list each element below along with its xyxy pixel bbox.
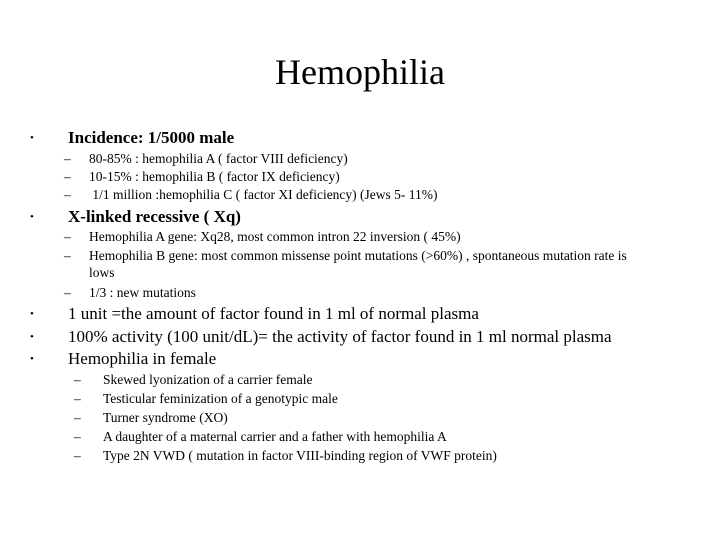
dash-icon: – xyxy=(64,169,71,184)
sub-item-text: Turner syndrome (XO) xyxy=(103,410,228,425)
dash-icon: – xyxy=(64,248,71,263)
bullet-text: 100% activity (100 unit/dL)= the activity of factor found in 1 ml normal plasma xyxy=(68,327,612,346)
sub-item-text: Testicular feminization of a genotypic male xyxy=(103,391,338,406)
dash-icon: – xyxy=(64,229,71,244)
dash-icon: – xyxy=(74,391,81,406)
bullet-icon: • xyxy=(30,331,34,343)
sub-item-text: 10-15% : hemophilia B ( factor IX deficiency) xyxy=(89,169,340,184)
dash-icon: – xyxy=(74,372,81,387)
bullet-text: Hemophilia in female xyxy=(68,349,217,368)
sub-item-text: Type 2N VWD ( mutation in factor VIII-binding region of VWF protein) xyxy=(103,448,497,463)
bullet-icon: • xyxy=(30,211,34,223)
sub-item-text: A daughter of a maternal carrier and a father with hemophilia A xyxy=(103,429,447,444)
dash-icon: – xyxy=(64,187,71,202)
bullet-icon: • xyxy=(30,132,34,144)
dash-icon: – xyxy=(74,448,81,463)
bullet-text: 1 unit =the amount of factor found in 1 ml of normal plasma xyxy=(68,304,479,323)
sub-item-text: Hemophilia A gene: Xq28, most common intron 22 inversion ( 45%) xyxy=(89,229,461,244)
dash-icon: – xyxy=(64,151,71,166)
dash-icon: – xyxy=(64,285,71,300)
sub-item-text: Hemophilia B gene: most common missense point mutations (>60%) , spontaneous mutation rate is lows xyxy=(89,248,627,280)
slide-title: Hemophilia xyxy=(275,52,445,92)
bullet-text: Incidence: 1/5000 male xyxy=(68,128,235,147)
dash-icon: – xyxy=(74,410,81,425)
sub-item-text: 80-85% : hemophilia A ( factor VIII deficiency) xyxy=(89,151,348,166)
sub-item-text: 1/1 million :hemophilia C ( factor XI deficiency) (Jews 5- 11%) xyxy=(89,187,438,202)
sub-item-text: Skewed lyonization of a carrier female xyxy=(103,372,313,387)
bullet-icon: • xyxy=(30,308,34,320)
sub-item-text: 1/3 : new mutations xyxy=(89,285,196,300)
bullet-text: X-linked recessive ( Xq) xyxy=(68,207,241,226)
bullet-icon: • xyxy=(30,353,34,365)
dash-icon: – xyxy=(74,429,81,444)
